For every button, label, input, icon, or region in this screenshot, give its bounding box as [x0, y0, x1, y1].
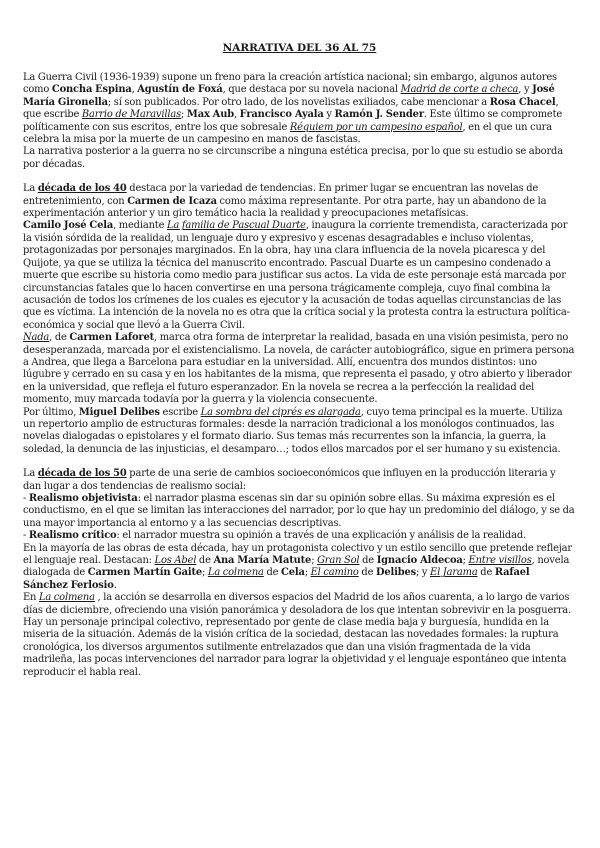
author-name: Carmen de Icaza [127, 195, 217, 207]
text-run: , de [49, 332, 70, 344]
intro-paragraph [23, 72, 576, 146]
author-name: Ignacio Aldecoa [376, 555, 463, 567]
text-run: , novela dialogada de [23, 555, 570, 579]
text-run: En [23, 592, 39, 604]
author-name: Francisco Ayala [239, 109, 324, 121]
intro-paragraph-2 [23, 146, 576, 171]
laforet-paragraph [23, 332, 576, 406]
text-run: La Guerra Civil (1936-1939) supone un freno para la creación artística nacional; sin embargo, algunos autores como [23, 72, 557, 96]
decade-heading: década de los 50 [37, 468, 127, 480]
text-run: parte de una serie de cambios socioeconómicos que influyen en la producción literaria y dan lugar a dos tendencias de realismo social: [23, 468, 556, 492]
author-name: Rafael Sánchez Ferlosio [23, 567, 530, 591]
author-name: José María Gironella [23, 84, 555, 108]
text-run: , que destaca por su novela nacional [222, 84, 401, 96]
author-name: Realismo objetivista [28, 493, 138, 504]
author-name: Ramón J. Sender [334, 109, 424, 121]
colmena-paragraph [23, 592, 576, 679]
author-name: Realismo crítico [28, 530, 117, 542]
text-run: ; y [416, 567, 431, 579]
text-run: escribe [159, 406, 201, 418]
text-run: : el narrador muestra su opinión a través de una explicación y análisis de la realidad. [116, 530, 526, 542]
work-title: Gran Sol [317, 555, 360, 567]
work-title: La colmena [207, 567, 264, 579]
text-run: La [23, 183, 38, 195]
text-run: - [23, 530, 29, 542]
realismo-objetivista-item [23, 493, 576, 530]
work-title: Entre visillos [468, 555, 532, 567]
author-name: Miguel Delibes [78, 406, 160, 418]
page-title: NARRATIVA DEL 36 AL 75 [222, 42, 377, 54]
author-name: Carmen Laforet [69, 332, 155, 344]
spacer [23, 456, 576, 468]
text-run: ; sí son publicados. Por otro lado, de los novelistas exiliados, cabe mencionar a [107, 96, 490, 108]
author-name: Concha Espina [51, 84, 132, 96]
text-run: , que escribe [23, 96, 559, 121]
text-run: ; [202, 567, 208, 579]
text-run: de [359, 555, 377, 567]
text-run: como máxima representante. Por otra parte, hay un abandono de la experimentación anterior y un giro temático hacia la realidad y preocupaciones metafísicas. [23, 195, 547, 220]
work-title: La familia de Pascual Duarte [167, 220, 306, 232]
decade-heading: década de los 40 [37, 183, 127, 195]
text-run: : el narrador plasma escenas sin dar su opinión sobre ellas. Su máxima expresión es el conductismo, en el que se limitan las interacciones del narrador, por lo que hay un predominio del diálogo, y se da una mayor importancia al entorno y a las secuencias descriptivas. [23, 493, 575, 529]
text-run: , inaugura la corriente tremendista, caracterizada por la visión sórdida de la realidad, un lenguaje duro y expresivo y escenas desagradables e incluso violentas, protagonizadas por personajes marginados. En la obra, hay una clara influencia de la novela picaresca y del Quijote, ya que se utiliza la técnica del manuscrito encontrado. Pascual Duarte es un campesino condenado a muerte que escribe su historia como medio para justificar sus actos. La vida de este personaje está marcada por circunstancias fatales que lo hacen convertirse en una persona trágicamente compleja, cuyo final combina la acusación de todos los crímenes de los cuales es ejecutor y la acusación de todas aquellas circunstancias de las que es víctima. La intención de la novela no es otra que la crítica social y la protesta contra la estructura política-económica y social que llevó a la Guerra Civil. [23, 220, 570, 331]
realismo-critico-item [23, 530, 576, 542]
work-title: Madrid de corte a checa [400, 84, 519, 96]
cela-paragraph [23, 220, 576, 332]
text-run: , cuyo tema principal es la muerte. Utiliza un repertorio amplio de estructuras formales: desde la narración tradicional a los monólogos continuados, las novelas dialogadas o epistolares y el formato diario. Sus temas más recurrentes son la infancia, la guerra, la soledad, la denuncia de las injusticias, el desamparo…; todos ellos marcados por el ser humano y su existencia. [23, 406, 563, 455]
text-run: destaca por la variedad de tendencias. En primer lugar se encuentran las novelas de entretenimiento, con [23, 183, 539, 207]
text-run: de [263, 567, 282, 579]
text-run: , en el que un cura celebra la misa por la muerte de un campesino en manos de fascistas. [23, 121, 552, 146]
author-name: Rosa Chacel [489, 96, 556, 108]
text-run: Por último, [23, 406, 79, 418]
text-run: En la mayoría de las obras de esta década, hay un protagonista colectivo y un estilo sencillo que pretende reflejar el lenguaje real. Destacan: [23, 542, 572, 567]
work-title: La sombra del ciprés es alargada [200, 406, 361, 418]
text-run: . [113, 579, 117, 591]
text-run: - [23, 493, 29, 504]
text-run: , la acción se desarrolla en diversos espacios del Madrid de los años cuarenta, a lo largo de varios días de diciembre, ofreciendo una visión panorámica y desoladora de los que intentan sobrevivir en la posguerra. Hay un personaje principal colectivo, representado por gente de clase media baja y burguesía, hundida en la miseria de la situación. Además de la visión crítica de la sociedad, destacan las novedades formales: la ruptura cronológica, los diversos argumentos sutilmente entrelazados que dan una visión fragmentada de la vida madrileña, las pocas intervenciones del narrador para lograr la objetividad y el lenguaje espontáneo que intenta reproducir el habla real. [23, 592, 572, 678]
spacer [23, 171, 576, 183]
author-name: Camilo José Cela [23, 220, 114, 232]
author-name: Ana María Matute [213, 555, 312, 567]
text-run: . Este último se compromete políticamente con sus escritos, entre los que sobresale [23, 109, 563, 133]
text-run: ; [304, 567, 311, 579]
text-run: , mediante [113, 220, 167, 232]
delibes-paragraph [23, 407, 576, 457]
work-title: Nada [23, 332, 50, 344]
author-name: Max Aub [186, 109, 234, 121]
decade-50-intro [23, 468, 576, 493]
author-name: Delibes [375, 567, 417, 579]
work-title: La colmena [38, 592, 95, 604]
text-run: de [358, 567, 376, 579]
text-run: , [233, 109, 240, 121]
text-run: de [477, 567, 495, 579]
work-title: El camino [310, 567, 359, 579]
decade-40-intro [23, 183, 576, 220]
author-name: Cela [281, 567, 305, 579]
work-title: Barrio de Maravillas [81, 109, 182, 121]
obras-paragraph [23, 543, 576, 593]
author-name: Carmen Martín Gaite [87, 567, 203, 579]
text-run: La [23, 468, 38, 480]
author-name: Agustín de Foxá [137, 84, 223, 96]
text-run: ; [311, 555, 318, 567]
text-run: , y [518, 84, 533, 96]
work-title: Los Abel [154, 555, 197, 567]
text-run: , marca otra forma de interpretar la realidad, basada en una visión pesimista, pero no desesperanzada, marcada por el existencialismo. La novela, de carácter autobiográfico, sigue en primera persona a Andrea, que llega a Barcelona para estudiar en la universidad. Allí, encuentra dos mundos distintos: uno lúgubre y cerrado en su casa y en los habitantes de la misma, que representa el pasado, y otro abierto y liberador en la universidad, que refleja el futuro esperanzador. En la novela se recrea a la perfección la realidad del momento, muy marcada todavía por la guerra y la violencia consecuente. [23, 332, 575, 406]
text-run: ; [462, 555, 469, 567]
work-title: El Jarama [430, 567, 478, 579]
text-run: La narrativa posterior a la guerra no se circunscribe a ninguna estética precisa, por lo que su estudio se aborda por décadas. [23, 146, 563, 170]
work-title: Réquiem por un campesino español [289, 121, 463, 133]
text-run: , [131, 84, 138, 96]
text-run: y [323, 109, 335, 121]
text-run: de [196, 555, 214, 567]
text-run: ; [181, 109, 187, 121]
